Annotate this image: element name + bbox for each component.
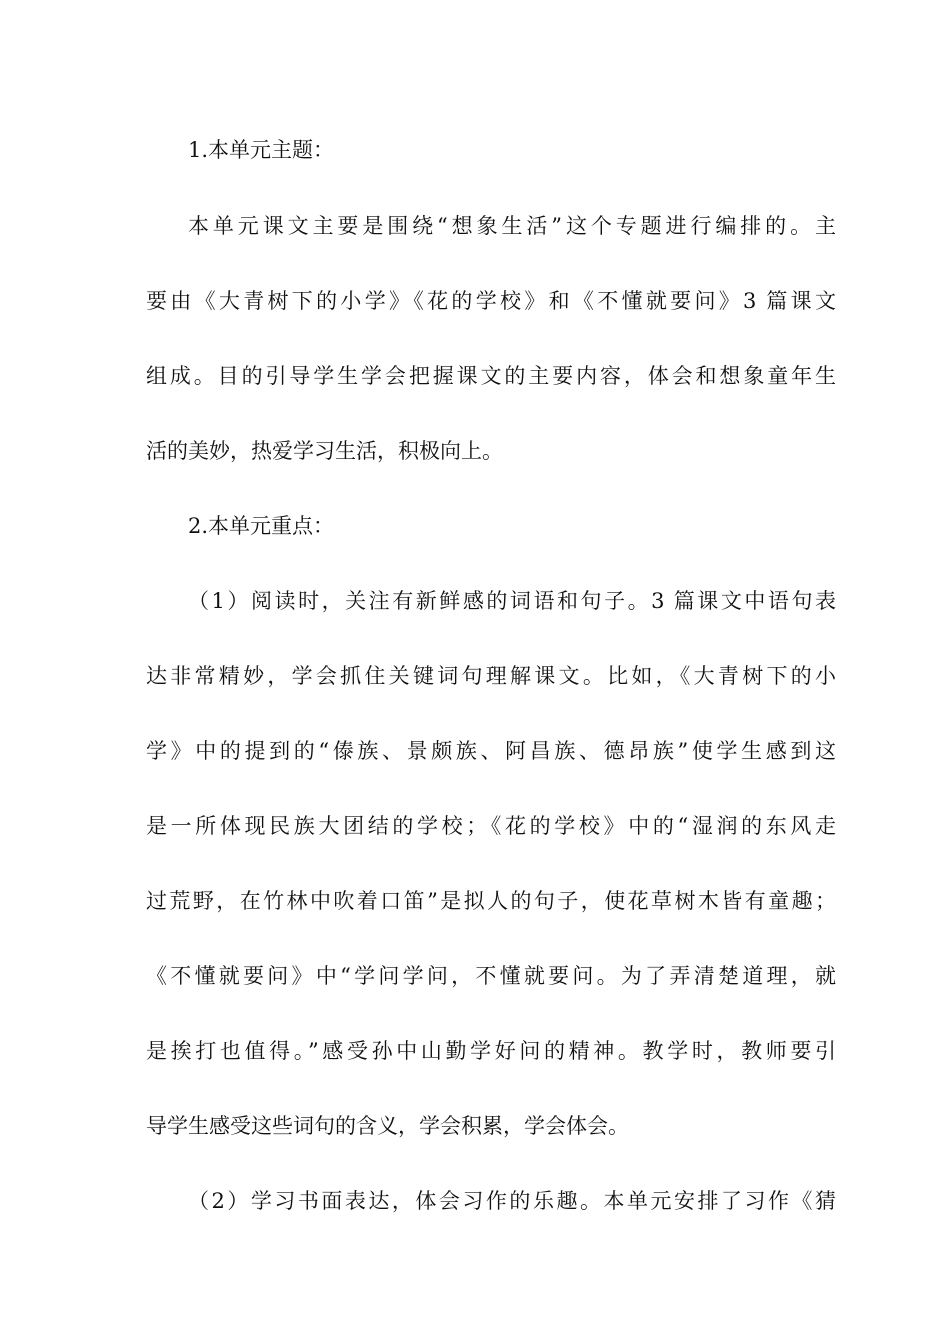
paragraph-line: 组成。目的引导学生学会把握课文的主要内容，体会和想象童年生: [146, 364, 836, 388]
paragraph-line: 是挨打也值得。”感受孙中山勤学好问的精神。教学时，教师要引: [146, 1039, 836, 1063]
paragraph-line: 学》中的提到的“傣族、景颇族、阿昌族、德昂族”使学生感到这: [146, 739, 836, 763]
heading-unit-key-points: 2.本单元重点：: [188, 514, 335, 538]
paragraph-line: 要由《大青树下的小学》《花的学校》和《不懂就要问》3 篇课文: [146, 289, 836, 313]
heading-unit-theme: 1.本单元主题：: [188, 138, 335, 162]
paragraph-line: 《不懂就要问》中“学问学问，不懂就要问。为了弄清楚道理，就: [146, 964, 836, 988]
paragraph-line: 是一所体现民族大团结的学校；《花的学校》中的“湿润的东风走: [146, 814, 836, 838]
paragraph-line: 达非常精妙，学会抓住关键词句理解课文。比如，《大青树下的小: [146, 664, 836, 688]
paragraph-line: 活的美妙，热爱学习生活，积极向上。: [146, 439, 503, 463]
paragraph-line: 过荒野，在竹林中吹着口笛”是拟人的句子，使花草树木皆有童趣；: [146, 889, 836, 913]
paragraph-line: 导学生感受这些词句的含义，学会积累，学会体会。: [146, 1114, 629, 1138]
paragraph-line: （2）学习书面表达，体会习作的乐趣。本单元安排了习作《猜: [188, 1189, 836, 1213]
paragraph-line: （1）阅读时，关注有新鲜感的词语和句子。3 篇课文中语句表: [188, 589, 836, 613]
paragraph-line: 本单元课文主要是围绕“想象生活”这个专题进行编排的。主: [188, 214, 836, 238]
